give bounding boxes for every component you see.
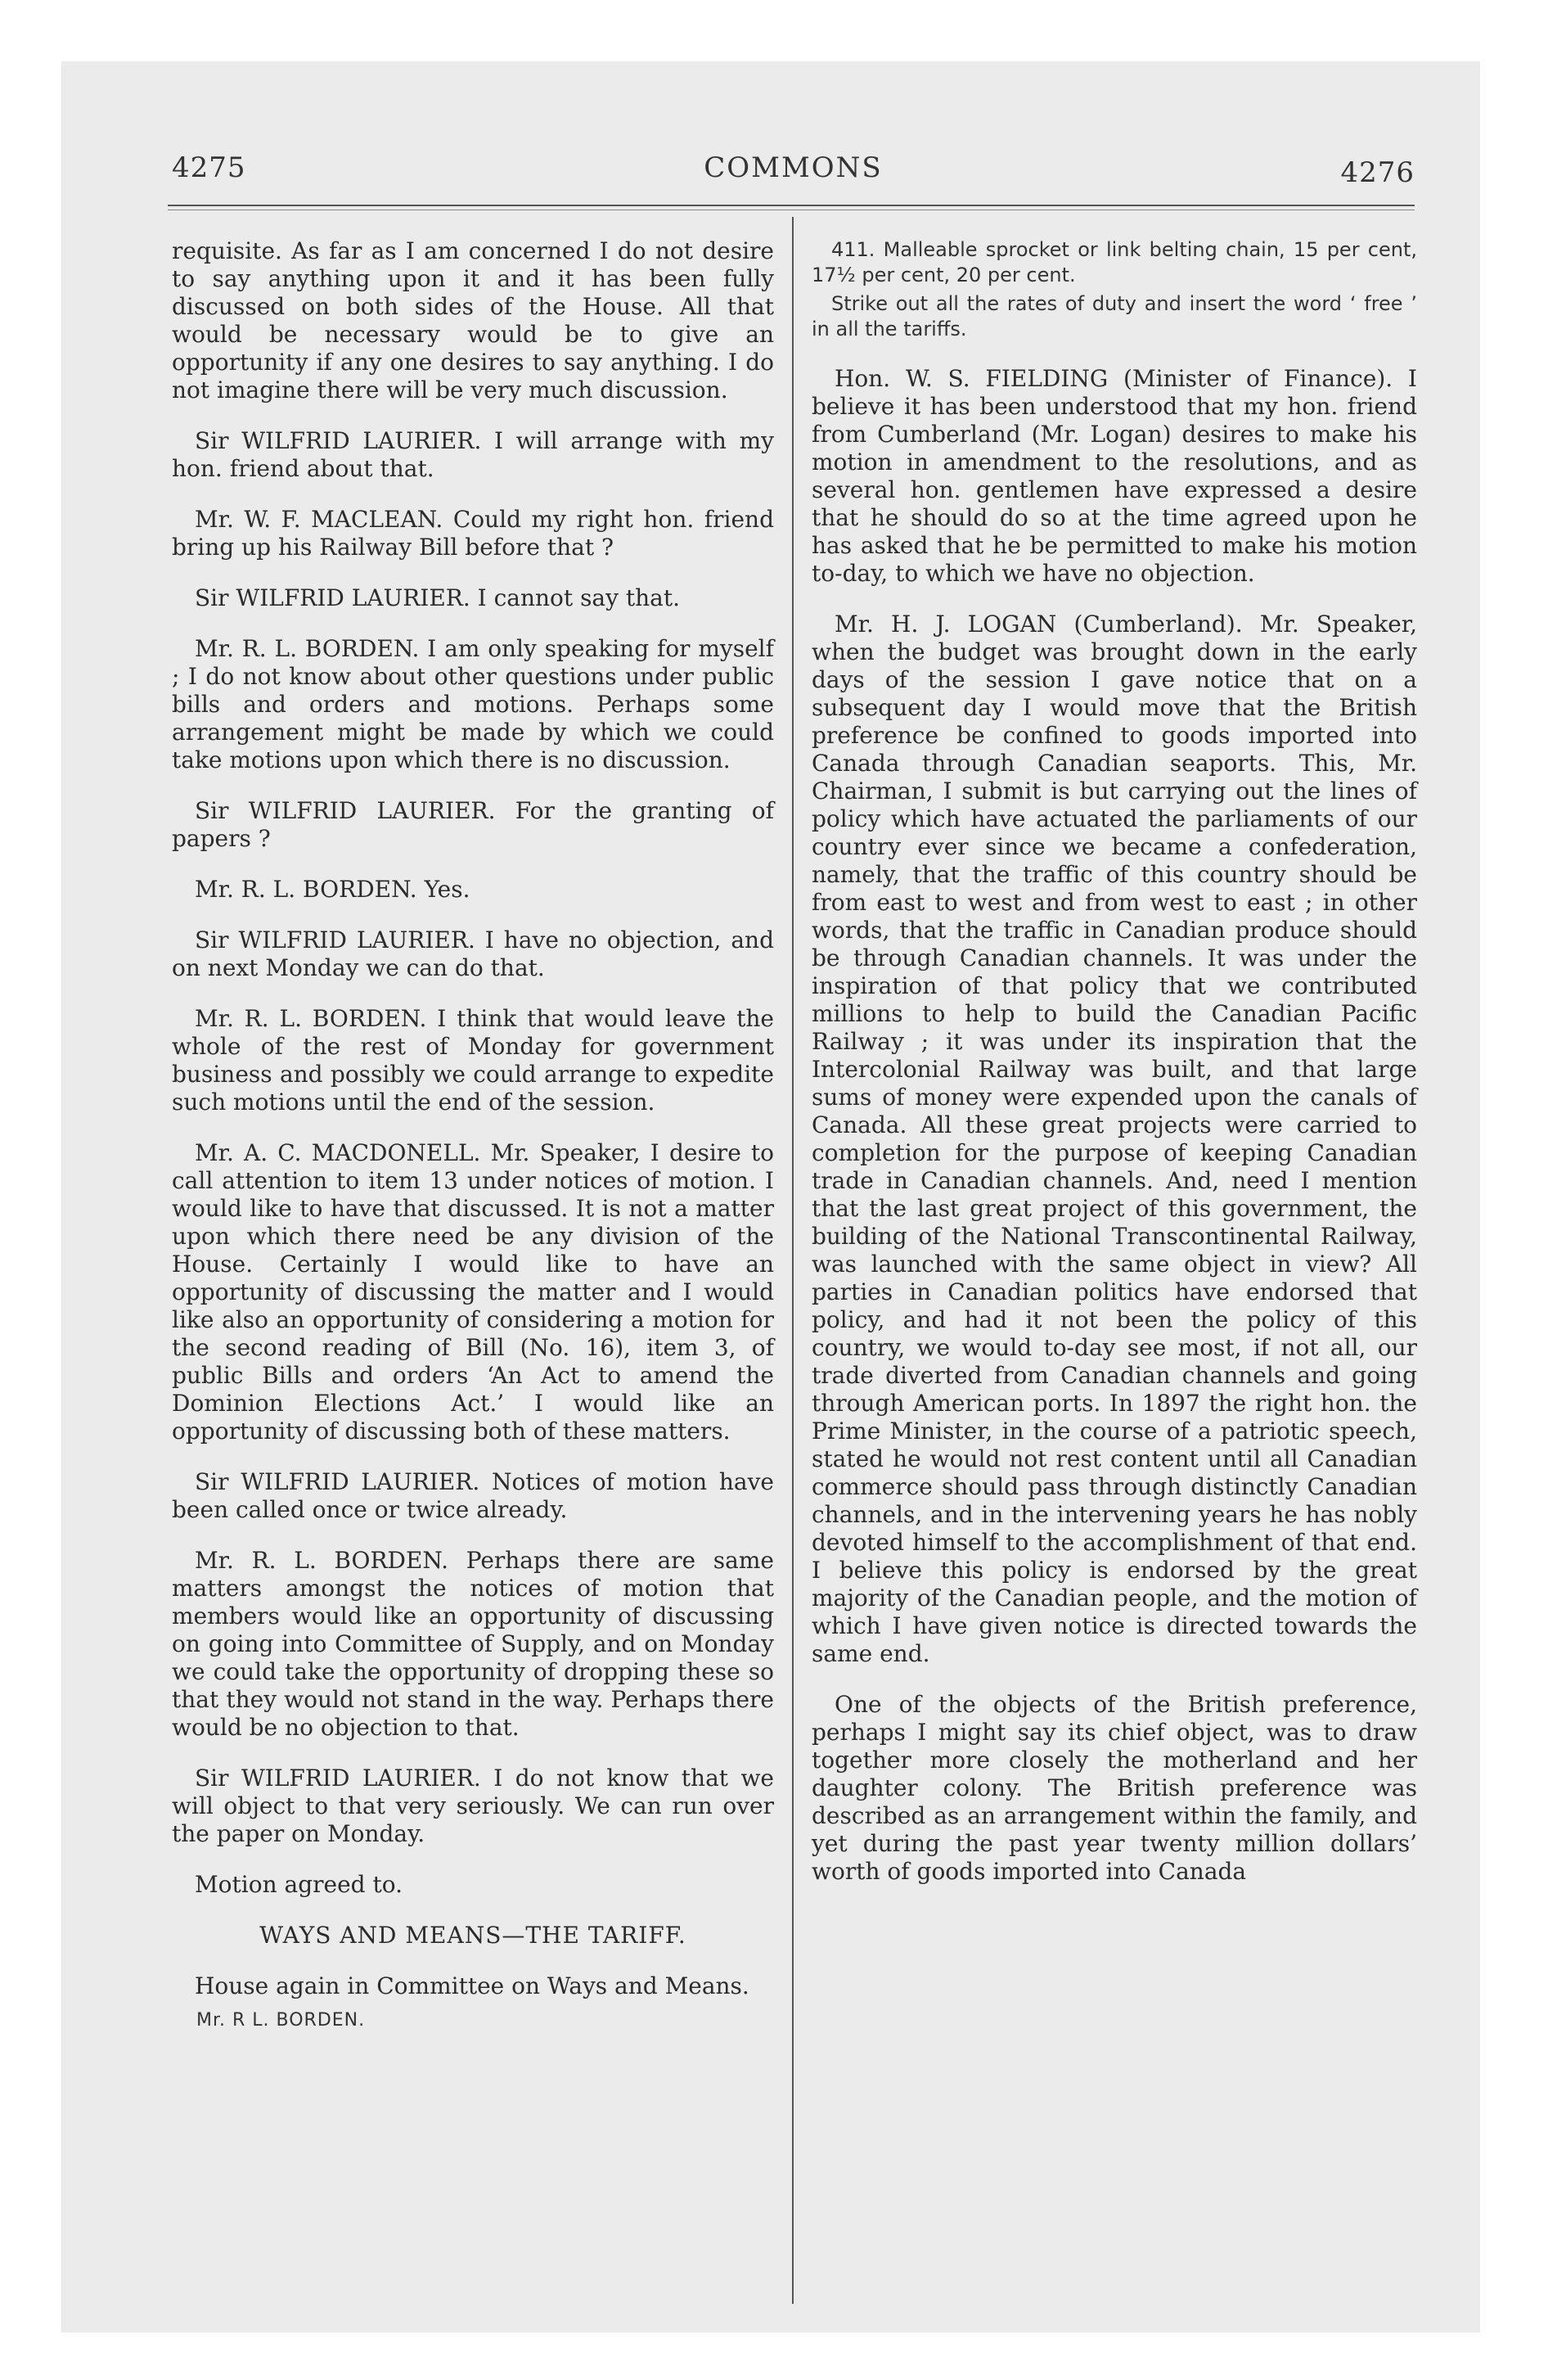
paragraph: Sir WILFRID LAURIER. Notices of motion have been called once or twice already. <box>172 1468 774 1523</box>
paragraph: Mr. W. F. MACLEAN. Could my right hon. friend bring up his Railway Bill before that ? <box>172 506 774 561</box>
paragraph: requisite. As far as I am concerned I do not desire to say anything upon it and it has been fully discussed on both sides of the House. All that would be necessary would be to give an opportunity if any one desires to say anything. I do not imagine there will be very much discussion. <box>172 237 774 403</box>
paragraph: Motion agreed to. <box>195 1871 403 1898</box>
paragraph: Mr. R. L. BORDEN. I am only speaking for myself ; I do not know about other questions under public bills and orders and motions. Perhaps some arrangement might be made by which we could take motions upon which there is no discussion. <box>172 635 774 773</box>
tariff-item: Strike out all the rates of duty and insert the word ‘ free ’ in all the tariffs. <box>812 292 1417 340</box>
page-footer-note: Mr. R L. BORDEN. <box>196 2010 366 2031</box>
paragraph: Mr. R. L. BORDEN. Perhaps there are same matters amongst the notices of motion that members would like an opportunity of discussing on going into Committee of Supply, and on Monday we could take the opportunity of dropping these so that they would not stand in the way. Perhaps there would be no objection to that. <box>172 1547 774 1741</box>
header-rule <box>168 205 1415 206</box>
paragraph: Sir WILFRID LAURIER. I cannot say that. <box>195 584 680 611</box>
paragraph: Sir WILFRID LAURIER. I have no objection, and on next Monday we can do that. <box>172 926 774 981</box>
tariff-item: 411. Malleable sprocket or link belting chain, 15 per cent, 17½ per cent, 20 per cent. <box>812 238 1417 286</box>
paragraph: One of the objects of the British preference, perhaps I might say its chief object, was to draw together more closely the motherland and her daughter colony. The British preference was described as an arrangement within the family, and yet during the past year twenty million dollars’ worth of goods imported into Canada <box>812 1691 1417 1885</box>
paragraph: Mr. H. J. LOGAN (Cumberland). Mr. Speaker, when the budget was brought down in the early days of the session I gave notice that on a subsequent day I would move that the British preference be confined to goods imported into Canada through Canadian seaports. This, Mr. Chairman, I submit is but carrying out the lines of policy which have actuated the parliaments of our country ever since we became a confederation, namely, that the traffic of this country should be from east to west and from west to east ; in other words, that the traffic in Canadian produce should be through Canadian channels. It was under the inspiration of that policy that we contributed millions to help to build the Canadian Pacific Railway ; it was under its inspiration that the Intercolonial Railway was built, and that large sums of money were expended upon the canals of Canada. All these great projects were carried to completion for the purpose of keeping Canadian trade in Canadian channels. And, need I mention that the last great project of this government, the building of the National Transcontinental Railway, was launched with the same object in view? All parties in Canadian politics have endorsed that policy, and had it not been the policy of this country, we would to-day see most, if not all, our trade diverted from Canadian channels and going through American ports. In 1897 the right hon. the Prime Minister, in the course of a patriotic speech, stated he would not rest content until all Canadian commerce should pass through distinctly Canadian channels, and in the intervening years he has nobly devoted himself to the accomplishment of that end. I believe this policy is endorsed by the great majority of the Canadian people, and the motion of which I have given notice is directed towards the same end. <box>812 611 1417 1667</box>
paragraph: Sir WILFRID LAURIER. I do not know that we will object to that very seriously. We can run over the paper on Monday. <box>172 1765 774 1847</box>
page-number-right: 4276 <box>1340 156 1415 189</box>
document-page <box>61 61 1480 2333</box>
paragraph: Mr. A. C. MACDONELL. Mr. Speaker, I desire to call attention to item 13 under notices of motion. I would like to have that discussed. It is not a matter upon which there need be any division of the House. Certainly I would like to have an opportunity of discussing the matter and I would like also an opportunity of considering a motion for the second reading of Bill (No. 16), item 3, of public Bills and orders ‘An Act to amend the Dominion Elections Act.’ I would like an opportunity of discussing both of these matters. <box>172 1139 774 1445</box>
column-divider <box>792 217 794 2304</box>
paragraph: Mr. R. L. BORDEN. I think that would leave the whole of the rest of Monday for government business and possibly we could arrange to expedite such motions until the end of the session. <box>172 1005 774 1116</box>
paragraph: Hon. W. S. FIELDING (Minister of Finance). I believe it has been understood that my hon. friend from Cumberland (Mr. Logan) desires to make his motion in amendment to the resolutions, and as several hon. gentlemen have expressed a desire that he should do so at the time agreed upon he has asked that he be permitted to make his motion to-day, to which we have no objection. <box>812 365 1417 587</box>
section-heading: WAYS AND MEANS—THE TARIFF. <box>259 1922 686 1949</box>
paragraph: Sir WILFRID LAURIER. I will arrange with my hon. friend about that. <box>172 427 774 482</box>
paragraph: Mr. R. L. BORDEN. Yes. <box>195 876 470 903</box>
page-number-left: 4275 <box>172 151 246 184</box>
page-title: COMMONS <box>704 151 883 184</box>
page-header <box>172 151 1415 192</box>
paragraph: House again in Committee on Ways and Means. <box>195 1972 749 1999</box>
paragraph: Sir WILFRID LAURIER. For the granting of papers ? <box>172 797 774 852</box>
left-column <box>172 237 774 2033</box>
right-column <box>812 237 1417 1909</box>
